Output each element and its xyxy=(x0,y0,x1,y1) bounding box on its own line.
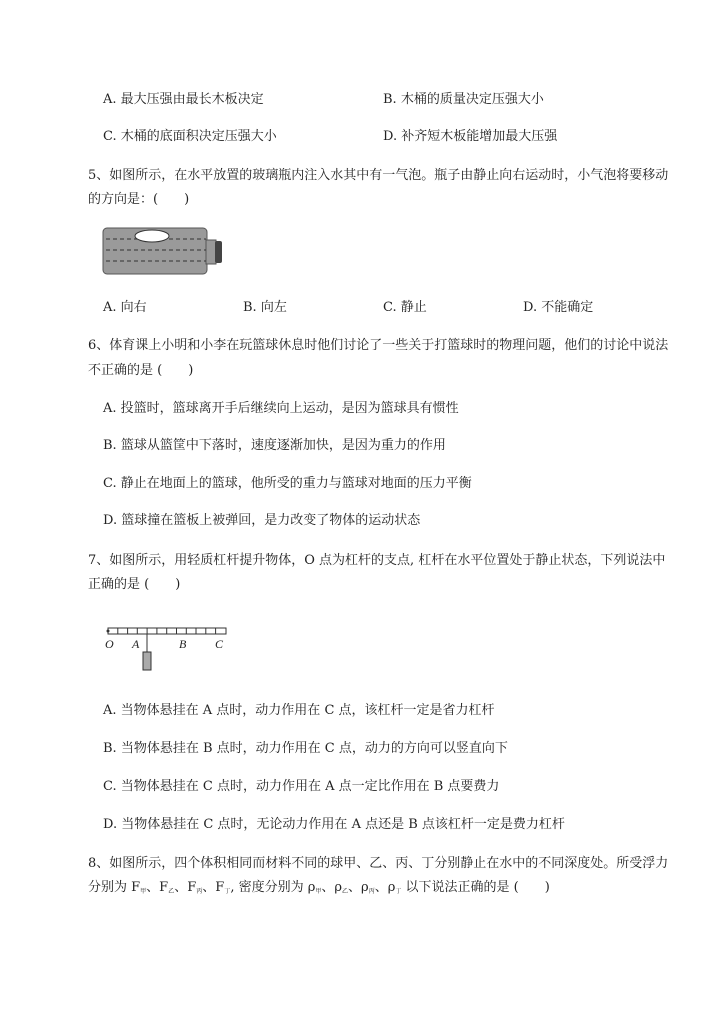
q7-stem-line2: 正确的是 ( ) xyxy=(88,577,181,592)
q6-option-a: A. 投篮时，篮球离开手后继续向上运动，是因为篮球具有惯性 xyxy=(103,401,459,416)
q5-option-d: D. 不能确定 xyxy=(523,300,594,315)
label-b: B xyxy=(179,637,187,651)
q6-stem-line2: 不正确的是 ( ) xyxy=(88,363,194,378)
q8-stem-line2: 分别为 $F_甲$、$F_乙$、$F_丙$、$F_丁$, 密度分别为 $\rho_甲$、$\rho_乙$、$\rho_丙$、$\rho_丁$ 以下说法正确的是 ( ) xyxy=(88,880,550,895)
label-o: O xyxy=(105,637,114,651)
bottle-neck xyxy=(206,240,216,264)
q4-option-c: C. 木桶的底面积决定压强大小 xyxy=(103,129,277,144)
q7-option-a: A. 当物体悬挂在 A 点时，动力作用在 C 点，该杠杆一定是省力杠杆 xyxy=(103,703,495,718)
q6-stem-line1: 6、体育课上小明和小李在玩篮球休息时他们讨论了一些关于打篮球时的物理问题，他们的讨论中说法 xyxy=(88,338,669,353)
label-c: C xyxy=(215,637,224,651)
bottle-cap xyxy=(215,241,222,263)
q7-option-b: B. 当物体悬挂在 B 点时，动力作用在 C 点，动力的方向可以竖直向下 xyxy=(103,741,508,756)
q5-option-c: C. 静止 xyxy=(383,300,427,315)
q5-stem-line1: 5、如图所示，在水平放置的玻璃瓶内注入水其中有一气泡。瓶子由静止向右运动时，小气泡将要移动 xyxy=(88,168,669,183)
q7-option-d: D. 当物体悬挂在 C 点时，无论动力作用在 A 点还是 B 点该杠杆一定是费力杠杆 xyxy=(103,817,565,832)
q5-stem-line2: 的方向是：( ) xyxy=(88,192,190,207)
q6-option-d: D. 篮球撞在篮板上被弹回，是力改变了物体的运动状态 xyxy=(103,513,421,528)
q6-option-c: C. 静止在地面上的篮球，他所受的重力与篮球对地面的压力平衡 xyxy=(103,476,472,491)
q4-option-d: D. 补齐短木板能增加最大压强 xyxy=(383,129,558,144)
q6-option-b: B. 篮球从篮筐中下落时，速度逐渐加快，是因为重力的作用 xyxy=(103,438,446,453)
q4-option-b: B. 木桶的质量决定压强大小 xyxy=(383,92,544,107)
q4-option-a: A. 最大压强由最长木板决定 xyxy=(103,92,264,107)
q8-stem-line1: 8、如图所示，四个体积相同而材料不同的球甲、乙、丙、丁分别静止在水中的不同深度处。所受浮力 xyxy=(88,856,669,871)
q7-option-c: C. 当物体悬挂在 C 点时，动力作用在 A 点一定比作用在 B 点要费力 xyxy=(103,779,500,794)
fulcrum-point xyxy=(107,630,110,633)
q7-stem-line1: 7、如图所示，用轻质杠杆提升物体，O 点为杠杆的支点, 杠杆在水平位置处于静止状态，下列说法中 xyxy=(88,553,666,568)
q5-option-a: A. 向右 xyxy=(103,300,147,315)
label-a: A xyxy=(132,637,140,651)
air-bubble xyxy=(135,230,169,242)
hanging-weight xyxy=(143,652,151,670)
q5-option-b: B. 向左 xyxy=(243,300,287,315)
bottle-figure xyxy=(102,227,224,277)
lever-figure xyxy=(100,620,235,674)
